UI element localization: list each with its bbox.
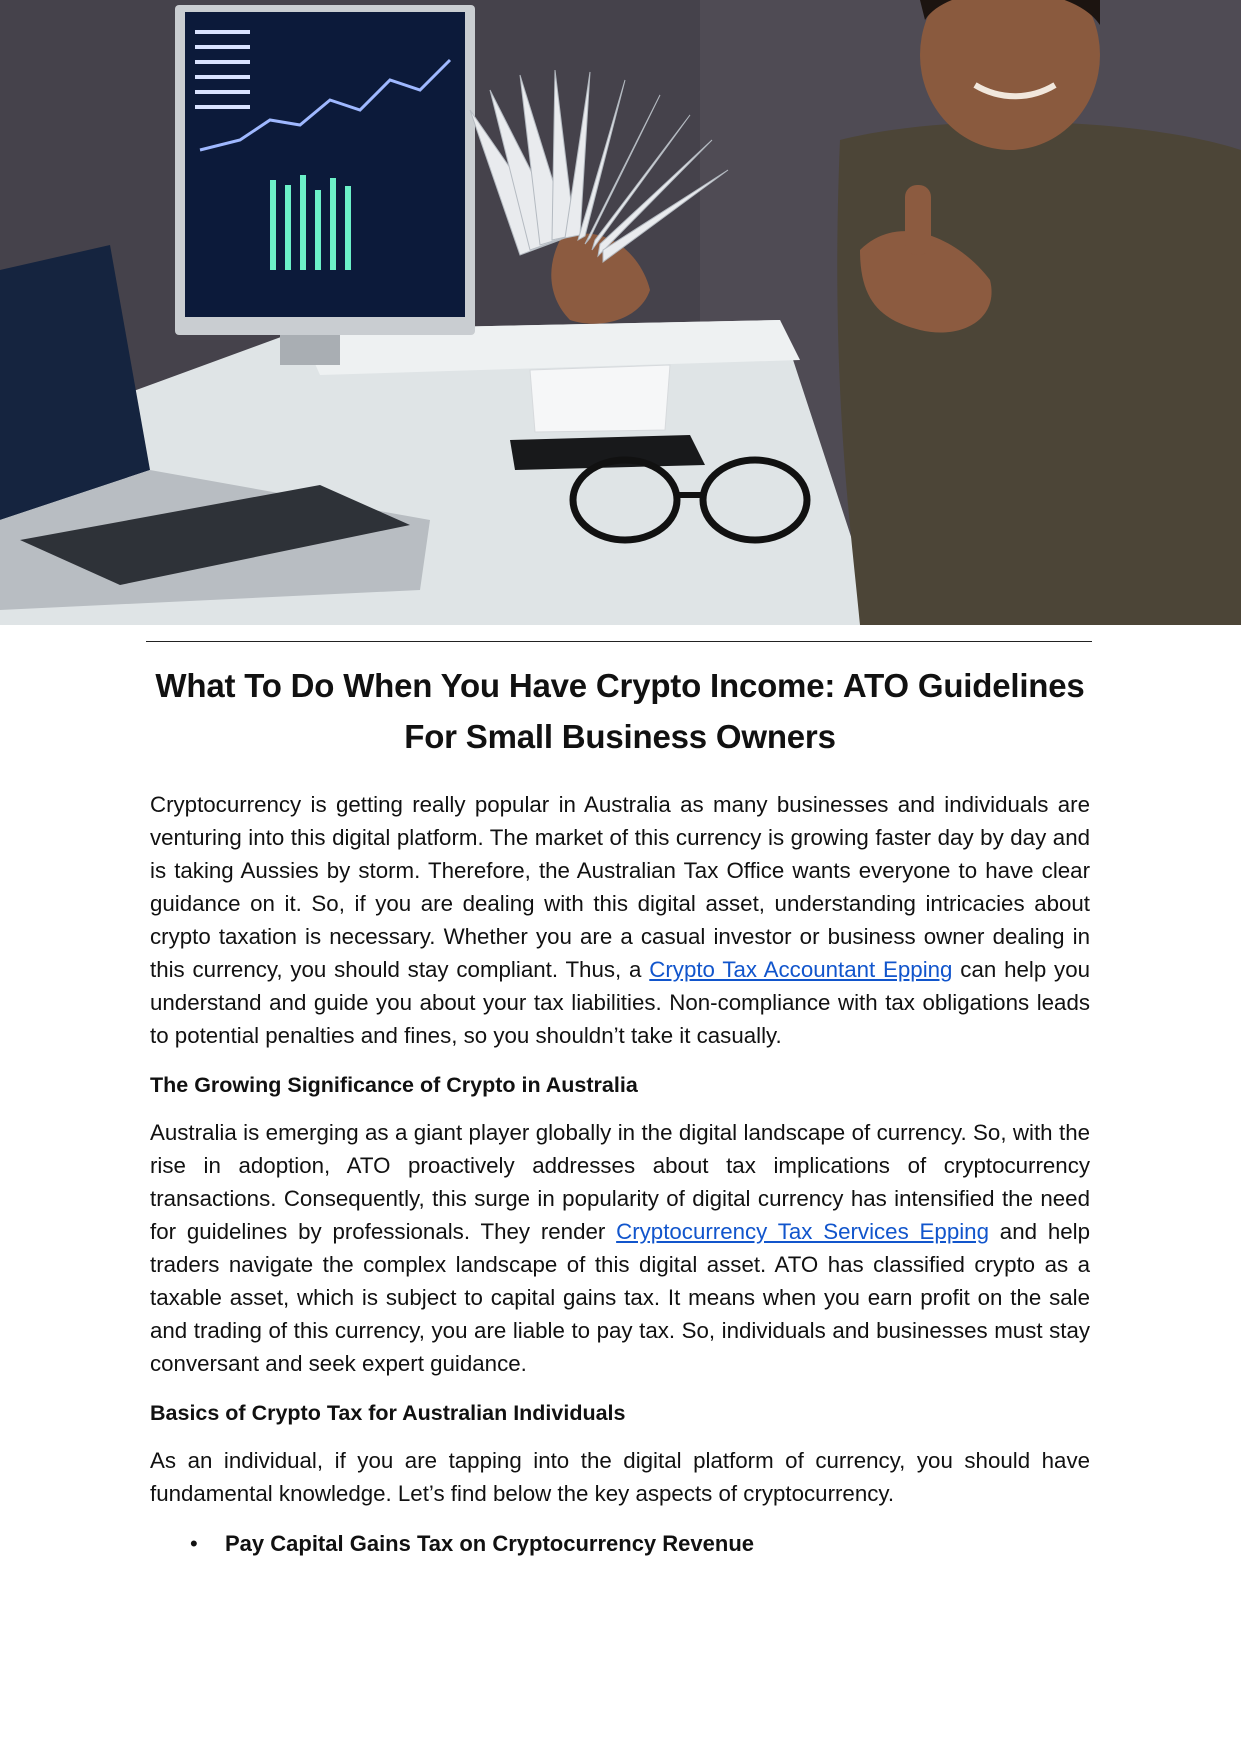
hero-image (0, 0, 1241, 625)
cryptocurrency-tax-services-link[interactable]: Cryptocurrency Tax Services Epping (616, 1219, 989, 1244)
title-divider (146, 641, 1092, 642)
crypto-tax-accountant-link[interactable]: Crypto Tax Accountant Epping (649, 957, 953, 982)
growing-significance-paragraph (150, 1116, 1090, 1380)
intro-text-before-link: Cryptocurrency is getting really popular in Australia as many businesses and individuals are venturing into this digital platform. The market of this currency is growing faster day by day and is taking Aussies by storm. Therefore, the Australian Tax Office wants everyone to have clear guidance on it. So, if you are dealing with this digital asset, understanding intricacies about crypto taxation is necessary. Whether you are a casual investor or business owner dealing in this currency, you should stay compliant. Thus, a (150, 792, 1090, 982)
section-heading-growing-significance: The Growing Significance of Crypto in Australia (150, 1073, 638, 1097)
bullet-item-label: Pay Capital Gains Tax on Cryptocurrency Revenue (225, 1531, 754, 1556)
bullet-item-capital-gains (150, 1528, 1090, 1560)
bullet-list (150, 1528, 1090, 1560)
article-title: What To Do When You Have Crypto Income: ATO Guidelines For Small Business Owners (155, 667, 1085, 755)
section-heading-basics: Basics of Crypto Tax for Australian Individuals (150, 1401, 626, 1425)
bullet-marker: • (190, 1531, 198, 1556)
basics-paragraph: As an individual, if you are tapping into the digital platform of currency, you should have fundamental knowledge. Let’s find below the key aspects of cryptocurrency. (150, 1448, 1090, 1506)
section1-text-after-link: and help traders navigate the complex landscape of this digital asset. ATO has classified crypto as a taxable asset, which is subject to capital gains tax. It means when you earn profit on the sale and trading of this currency, you are liable to pay tax. So, individuals and businesses must stay conversant and seek expert guidance. (150, 1219, 1090, 1376)
intro-text-after-link: can help you understand and guide you about your tax liabilities. Non-compliance with tax obligations leads to potential penalties and fines, so you shouldn’t take it casually. (150, 957, 1090, 1048)
section1-text-before-link: Australia is emerging as a giant player globally in the digital landscape of currency. So, with the rise in adoption, ATO proactively addresses about tax implications of cryptocurrency transactions. Consequently, this surge in popularity of digital currency has intensified the need for guidelines by professionals. They render (150, 1120, 1090, 1244)
article-body (150, 660, 1090, 1560)
intro-paragraph (150, 788, 1090, 1052)
hero-illustration (0, 0, 1241, 625)
